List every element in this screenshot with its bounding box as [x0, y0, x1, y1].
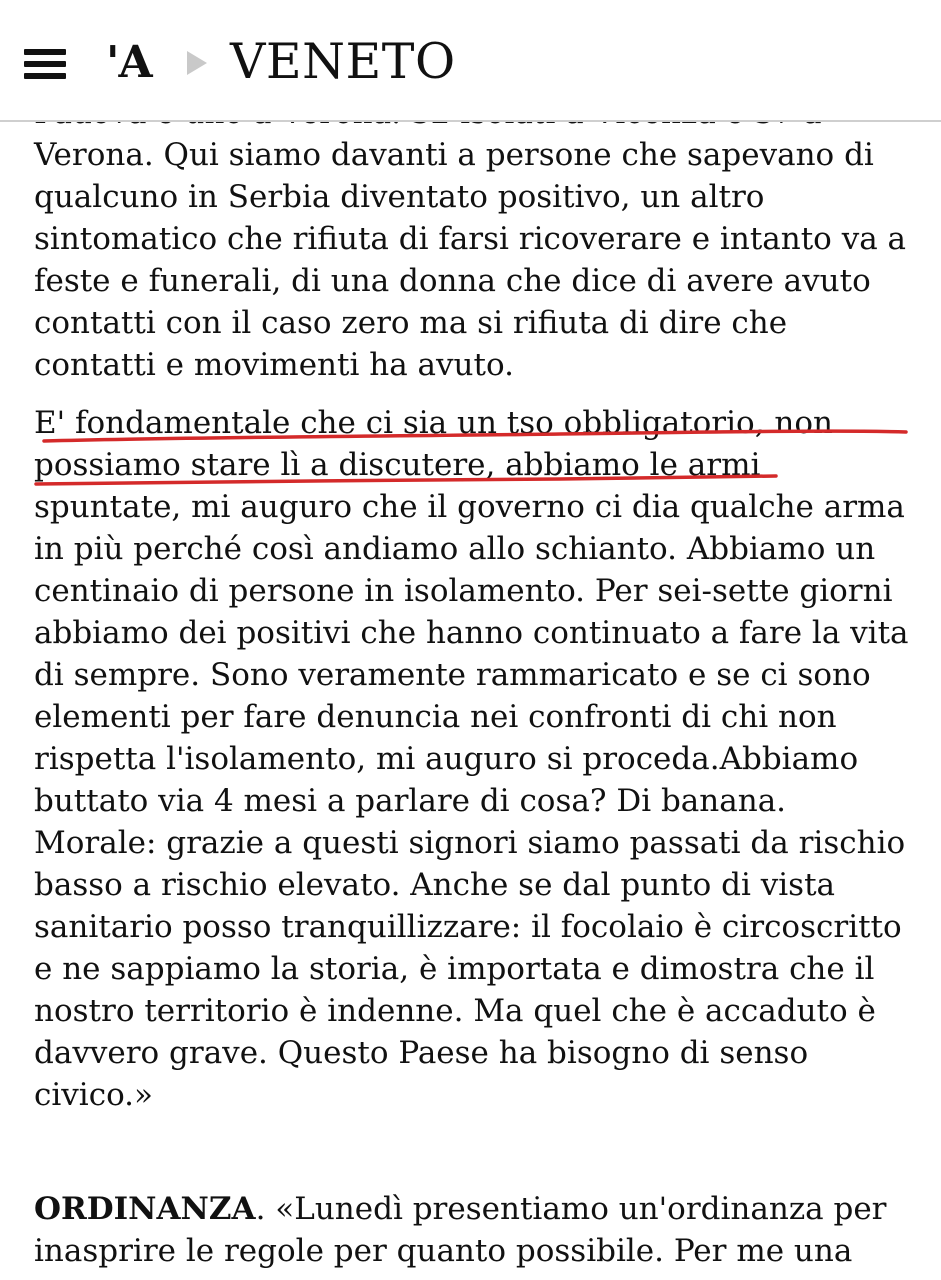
article-paragraph-ordinanza [34, 1188, 914, 1272]
ansa-logo[interactable]: 'A [106, 37, 152, 88]
ordinanza-text: . «Lunedì presentiamo un'ordinanza per inasprire le regole per quanto possibile. Per me una [34, 1191, 887, 1269]
hamburger-menu-icon[interactable] [24, 47, 66, 81]
top-navigation-bar [0, 0, 941, 122]
article-paragraph: Verona. Qui siamo davanti a persone che sapevano di qualcuno in Serbia diventato positivo, un altro sintomatico che rifiuta di farsi ricoverare e intanto va a feste e funerali, di una donna che dice di avere avuto contatti con il caso zero ma si rifiuta di dire che contatti e movimenti ha avuto. [34, 137, 907, 383]
section-title[interactable]: VENETO [230, 33, 456, 90]
chevron-right-icon [187, 51, 207, 75]
article-paragraph-highlighted: E' fondamentale che ci sia un tso obbligatorio, non possiamo stare lì a discutere, abbiamo le armi spuntate, mi auguro che il governo ci dia qualche arma in più perché così andiamo allo schianto. Abbiamo un centinaio di persone in isolamento. Per sei-sette giorni abbiamo dei positivi che hanno continuato a fare la vita di sempre. Sono veramente rammaricato e se ci sono elementi per fare denuncia nei confronti di chi non rispetta l'isolamento, mi auguro si proceda.Abbiamo buttato via 4 mesi a parlare di cosa? Di banana. Morale: grazie a questi signori siamo passati da rischio basso a rischio elevato. Anche se dal punto di vista sanitario posso tranquillizzare: il focolaio è circoscritto e ne sappiamo la storia, è importata e dimostra che il nostro territorio è indenne. Ma quel che è accaduto è davvero grave. Questo Paese ha bisogno di senso civico.» [34, 405, 909, 1113]
ordinanza-label: ORDINANZA [34, 1191, 256, 1227]
